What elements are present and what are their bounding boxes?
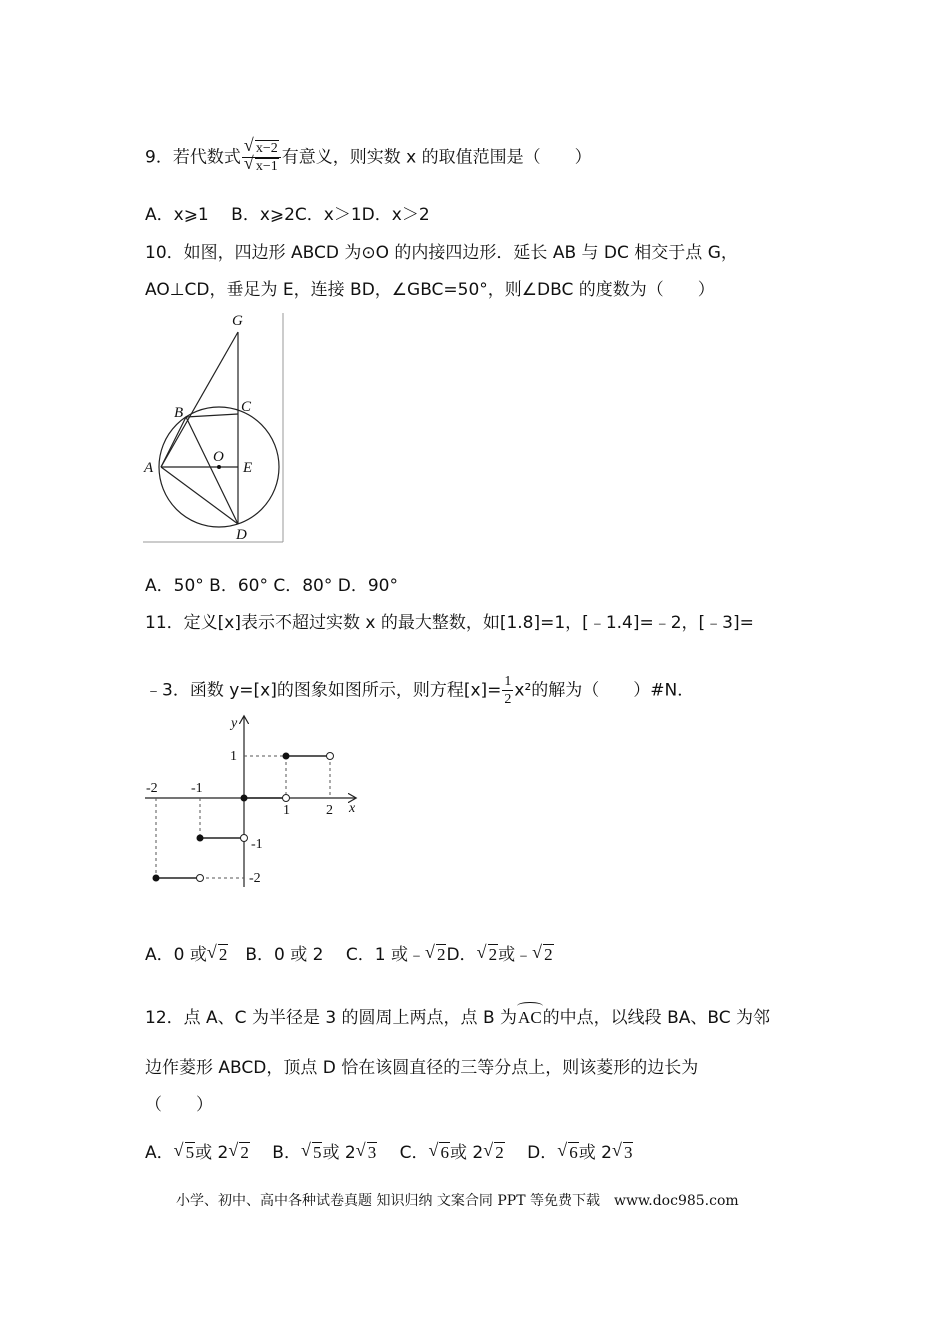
tick-y-n2: -2 — [249, 871, 261, 886]
page-footer: 小学、初中、高中各种试卷真题 知识归纳 文案合同 PPT 等免费下载 www.doc985.com — [176, 1193, 739, 1209]
q9-fraction — [242, 135, 281, 175]
q11-option-c-rad: 2 — [436, 945, 446, 964]
q9-den-sqrt: √ x−1 — [243, 153, 278, 174]
q12-line1-prefix: 12．点 A、C 为半径是 3 的圆周上两点，点 B 为 — [145, 1008, 518, 1028]
q12-option-c: C． — [399, 1143, 429, 1163]
tick-y-n1: -1 — [251, 837, 263, 852]
q11-option-d-rad2: 2 — [544, 945, 553, 964]
q9-suffix: 有意义，则实数 x 的取值范围是（ ） — [281, 147, 592, 168]
q12-option-a-rad2: 2 — [240, 1143, 249, 1162]
label-b: B — [174, 405, 184, 421]
q10-line2: AO⊥CD，垂足为 E，连接 BD，∠GBC=50°，则∠DBC 的度数为（ ） — [145, 280, 715, 300]
q12-option-b-mid: 或 2 — [322, 1143, 356, 1163]
q12-option-c-rad2: 2 — [495, 1143, 504, 1162]
q12-option-b-rad2: 3 — [367, 1143, 377, 1162]
q9-den: x−1 — [255, 159, 278, 174]
q12-line1 — [145, 1006, 770, 1030]
q12-option-a-rad1: 5 — [185, 1143, 195, 1162]
q11-option-d-mid: 或﹣ — [498, 945, 533, 965]
q9-prefix: 9．若代数式 — [145, 147, 241, 168]
q12-line1-suffix: 的中点，以线段 BA、BC 为邻 — [542, 1008, 771, 1028]
q11-frac-den: 2 — [504, 692, 512, 707]
q12-option-a-mid: 或 2 — [195, 1143, 229, 1163]
label-d: D — [236, 527, 247, 543]
q11-graph — [140, 712, 370, 892]
q11-fraction — [502, 673, 513, 708]
q11-line2-suffix: x²的解为（ ）#N． — [514, 680, 695, 701]
q11-option-a-sqrt: √ 2 — [206, 942, 228, 964]
q11-option-c-sqrt: √ 2 — [424, 942, 446, 964]
q12-arc-ac: AC — [517, 1006, 543, 1030]
q11-option-a-rad: 2 — [218, 945, 228, 964]
q12-options: A． √ 5或 2 √ 2 B． √ 5或 2 √ 3 C． √ 6或 2 √ 2 D． √ 6或 2 √ 3 — [145, 1140, 633, 1163]
q11-option-d-sqrt2: √ 2 — [532, 942, 553, 964]
q12-option-d: D． — [527, 1143, 558, 1163]
label-o: O — [213, 449, 224, 465]
q12-option-d-rad1: 6 — [569, 1143, 578, 1162]
q12-option-d-mid: 或 2 — [578, 1143, 612, 1163]
q10-figure — [140, 310, 290, 548]
tick-x-n1: -1 — [191, 781, 203, 796]
q12-option-b: B． — [272, 1143, 301, 1163]
label-e: E — [243, 460, 253, 476]
q11-line2-prefix: ﹣3．函数 y=[x]的图象如图所示，则方程[x]= — [145, 680, 502, 701]
label-g: G — [232, 313, 243, 329]
q11-line2 — [145, 673, 694, 708]
q9-options: A．x⩾1 B．x⩾2C．x＞1D．x＞2 — [145, 205, 430, 225]
q11-option-d-prefix: D． — [446, 945, 477, 965]
q11-option-a-prefix: A．0 或 — [145, 945, 207, 965]
tick-x-n2: -2 — [146, 781, 158, 796]
label-a: A — [144, 460, 154, 476]
graph-x-label: x — [349, 801, 356, 816]
q11-option-d-sqrt1: √ 2 — [476, 942, 498, 964]
label-c: C — [241, 399, 252, 415]
q11-options — [145, 943, 554, 967]
q12-option-a: A． — [145, 1143, 174, 1163]
q12-line2: 边作菱形 ABCD，顶点 D 恰在该圆直径的三等分点上，则该菱形的边长为 — [145, 1058, 699, 1078]
q11-option-d-rad1: 2 — [488, 945, 498, 964]
q12-option-c-rad1: 6 — [440, 1143, 449, 1162]
q9-num: x−2 — [255, 141, 278, 156]
graph-y-label: y — [231, 716, 238, 731]
tick-x-p1: 1 — [283, 803, 290, 818]
tick-y-1: 1 — [230, 749, 237, 764]
q12-option-b-rad1: 5 — [312, 1143, 322, 1162]
q9-num-sqrt: √ x−2 — [243, 135, 278, 156]
q11-option-b: B．0 或 2 C．1 或﹣ — [245, 945, 425, 965]
q10-line1: 10．如图，四边形 ABCD 为⊙O 的内接四边形．延长 AB 与 DC 相交于点 G， — [145, 243, 738, 263]
q9-stem — [145, 135, 592, 175]
q12-option-c-mid: 或 2 — [449, 1143, 484, 1163]
q11-line1: 11．定义[x]表示不超过实数 x 的最大整数，如[1.8]=1，[﹣1.4]=﹣2，[﹣3]= — [145, 613, 754, 633]
q11-frac-num: 1 — [504, 674, 512, 689]
tick-x-p2: 2 — [326, 803, 333, 818]
q12-line3: （ ） — [145, 1095, 213, 1115]
q12-option-d-rad2: 3 — [623, 1143, 633, 1162]
q10-options: A．50° B．60° C．80° D．90° — [145, 576, 398, 596]
